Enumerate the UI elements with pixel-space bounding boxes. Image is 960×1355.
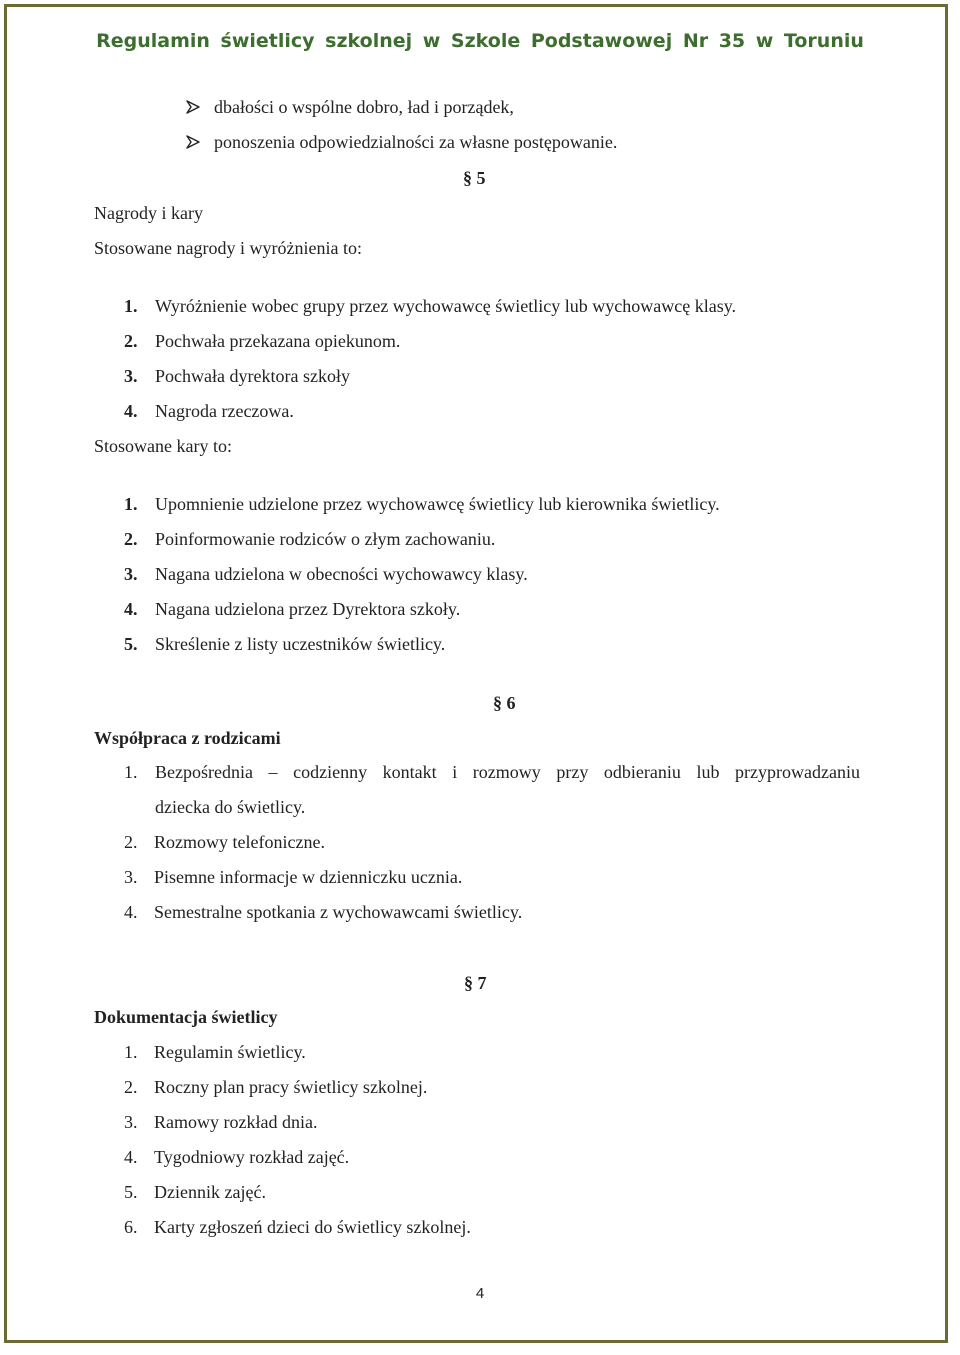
list-number: 2. bbox=[124, 1077, 138, 1097]
arrow-bullet-icon bbox=[185, 134, 201, 150]
list-number: 6. bbox=[124, 1217, 138, 1237]
list-item: Nagana udzielona przez Dyrektora szkoły. bbox=[155, 599, 461, 619]
list-number: 4. bbox=[124, 1147, 138, 1167]
page-number: 4 bbox=[475, 1285, 485, 1302]
list-item: Skreślenie z listy uczestników świetlicy. bbox=[155, 634, 446, 654]
list-number: 3. bbox=[124, 366, 138, 386]
list-item: Pisemne informacje w dzienniczku ucznia. bbox=[154, 867, 463, 887]
list-number: 4. bbox=[124, 599, 138, 619]
list-number: 2. bbox=[124, 832, 138, 852]
list-number: 4. bbox=[124, 902, 138, 922]
list-item: Dziennik zajęć. bbox=[154, 1182, 266, 1202]
section-heading: Nagrody i kary bbox=[94, 203, 203, 223]
list-item: Tygodniowy rozkład zajęć. bbox=[154, 1147, 350, 1167]
list-number: 3. bbox=[124, 564, 138, 584]
list-item: Roczny plan pracy świetlicy szkolnej. bbox=[154, 1077, 428, 1097]
rewards-intro: Stosowane nagrody i wyróżnienia to: bbox=[94, 238, 362, 258]
list-number: 3. bbox=[124, 867, 138, 887]
bullet-item: ponoszenia odpowiedzialności za własne postępowanie. bbox=[214, 132, 618, 152]
list-item: Nagroda rzeczowa. bbox=[155, 401, 294, 421]
list-item: Rozmowy telefoniczne. bbox=[154, 832, 325, 852]
list-item: Pochwała dyrektora szkoły bbox=[155, 366, 350, 386]
list-item: Nagana udzielona w obecności wychowawcy klasy. bbox=[155, 564, 528, 584]
list-number: 1. bbox=[124, 762, 138, 782]
list-number: 1. bbox=[124, 494, 138, 514]
list-item: Regulamin świetlicy. bbox=[154, 1042, 306, 1062]
arrow-bullet-icon bbox=[185, 99, 201, 115]
list-number: 4. bbox=[124, 401, 138, 421]
document-header: Regulamin świetlicy szkolnej w Szkole Podstawowej Nr 35 w Toruniu bbox=[96, 30, 864, 52]
list-item: Upomnienie udzielone przez wychowawcę świetlicy lub kierownika świetlicy. bbox=[155, 494, 720, 514]
list-number: 3. bbox=[124, 1112, 138, 1132]
list-item-continuation: dziecka do świetlicy. bbox=[155, 797, 306, 817]
section-heading: Dokumentacja świetlicy bbox=[94, 1007, 278, 1027]
penalties-intro: Stosowane kary to: bbox=[94, 436, 232, 456]
list-item: Poinformowanie rodziców o złym zachowaniu. bbox=[155, 529, 496, 549]
list-item: Pochwała przekazana opiekunom. bbox=[155, 331, 401, 351]
list-number: 1. bbox=[124, 296, 138, 316]
list-item: Semestralne spotkania z wychowawcami świetlicy. bbox=[154, 902, 523, 922]
section-mark: § 7 bbox=[464, 973, 487, 993]
list-number: 5. bbox=[124, 634, 138, 654]
list-item: Wyróżnienie wobec grupy przez wychowawcę świetlicy lub wychowawcę klasy. bbox=[155, 296, 737, 316]
bullet-item: dbałości o wspólne dobro, ład i porządek, bbox=[214, 97, 514, 117]
list-number: 2. bbox=[124, 331, 138, 351]
section-mark: § 6 bbox=[493, 693, 516, 713]
list-number: 5. bbox=[124, 1182, 138, 1202]
list-item: Ramowy rozkład dnia. bbox=[154, 1112, 318, 1132]
list-item: Karty zgłoszeń dzieci do świetlicy szkolnej. bbox=[154, 1217, 471, 1237]
list-item: Bezpośrednia – codzienny kontakt i rozmowy przy odbieraniu lub przyprowadzaniu bbox=[155, 762, 860, 782]
section-heading: Współpraca z rodzicami bbox=[94, 728, 281, 748]
list-number: 2. bbox=[124, 529, 138, 549]
list-number: 1. bbox=[124, 1042, 138, 1062]
section-mark: § 5 bbox=[463, 168, 486, 188]
